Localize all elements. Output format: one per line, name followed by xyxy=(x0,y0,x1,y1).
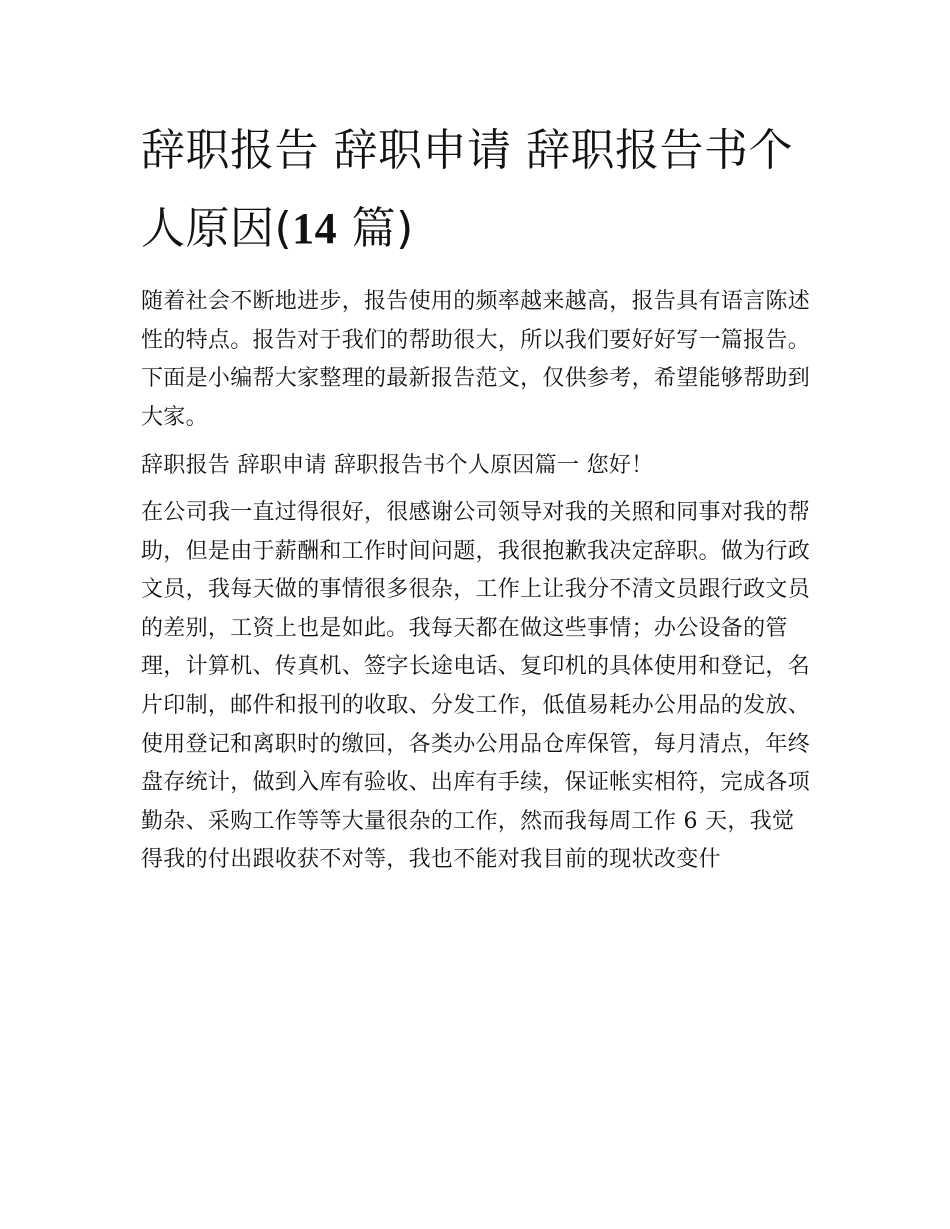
section-body-paragraph: 在公司我一直过得很好，很感谢公司领导对我的关照和同事对我的帮助，但是由于薪酬和工作时间问题，我很抱歉我决定辞职。做为行政文员，我每天做的事情很多很杂，工作上让我分不清文员跟行政文员的差别，工资上也是如此。我每天都在做这些事情；办公设备的管理，计算机、传真机、签字长途电话、复印机的具体使用和登记，名片印制，邮件和报刊的收取、分发工作，低值易耗办公用品的发放、使用登记和离职时的缴回，各类办公用品仓库保管，每月清点，年终盘存统计，做到入库有验收、出库有手续，保证帐实相符，完成各项勤杂、采购工作等等大量很杂的工作，然而我每周工作 6 天，我觉得我的付出跟收获不对等，我也不能对我目前的现状改变什 xyxy=(141,499,811,873)
section-heading: 辞职报告 辞职申请 辞职报告书个人原因篇一 您好！ xyxy=(141,453,654,479)
title-text: 辞职报告 辞职申请 辞职报告书个人原因( xyxy=(141,125,793,254)
document-body xyxy=(141,283,813,880)
title-number: 14 xyxy=(292,204,338,253)
document-title xyxy=(141,112,821,268)
title-end: 篇) xyxy=(337,203,414,254)
intro-paragraph: 随着社会不断地进步，报告使用的频率越来越高，报告具有语言陈述性的特点。报告对于我们的帮助很大，所以我们要好好写一篇报告。下面是小编帮大家整理的最新报告范文，仅供参考，希望能够帮助到大家。 xyxy=(141,289,811,430)
